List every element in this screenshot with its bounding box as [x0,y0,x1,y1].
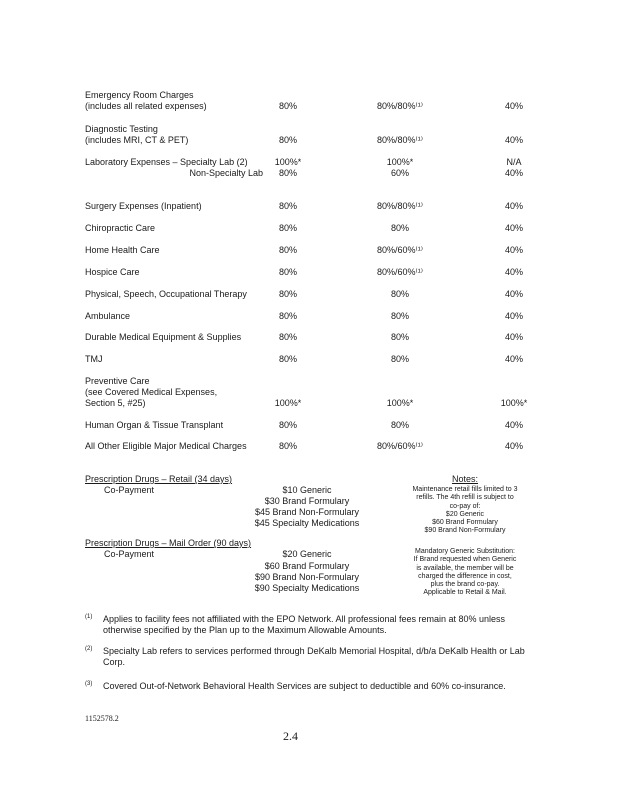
row-label: Home Health Care [85,245,160,255]
col1-value: 80% [278,354,298,364]
rx-retail-line: $30 Brand Formulary [264,496,350,506]
rx-retail-copay-label: Co-Payment [104,485,155,495]
col3-value: 40% [504,420,524,430]
page-number: 2.4 [283,729,298,743]
col2-value: 80%/60%⁽¹⁾ [377,267,423,277]
col2-value-b: 60% [390,168,410,178]
row-label: Surgery Expenses (Inpatient) [85,201,202,211]
col3-value: 40% [504,289,524,299]
note-line: $60 Brand Formulary [432,519,498,527]
col2-value: 80% [390,420,410,430]
col2-value: 80%/60%⁽¹⁾ [377,245,423,255]
document-id: 1152578.2 [85,714,119,723]
col3-value: 40% [504,311,524,321]
col3-value: 40% [504,201,524,211]
col2-value: 100%* [386,398,414,408]
col1-value: 80% [278,245,298,255]
col3-value-a: N/A [506,157,522,167]
note-line: co-pay of: [449,502,481,510]
col1-value-a: 100%* [274,157,302,167]
rx-mail-line: $90 Brand Non-Formulary [254,572,360,582]
rx-retail-line: $45 Brand Non-Formulary [254,507,360,517]
col2-value: 80%/60%⁽¹⁾ [377,441,423,451]
footnote-marker: (3) [85,681,93,687]
note-line: refills. The 4th refill is subject to [416,494,514,502]
notes-block-generic-substitution [395,548,535,598]
footnote-marker: (2) [85,646,93,652]
col3-value: 40% [504,223,524,233]
rx-retail-line: $45 Specialty Medications [254,518,360,528]
row-label: Laboratory Expenses – Specialty Lab (2) [85,157,248,167]
note-line: Maintenance retail fills limited to 3 [412,486,518,493]
footnote-text: Covered Out-of-Network Behavioral Health Services are subject to deductible and 60% co-insurance. [103,681,506,691]
rx-mail-line: $90 Specialty Medications [254,583,360,593]
col2-value: 80%/80%⁽¹⁾ [377,201,423,211]
row-label: Diagnostic Testing [85,124,158,134]
row-label: Hospice Care [85,267,140,277]
col1-value: 80% [278,441,298,451]
col1-value: 80% [278,101,298,111]
row-label: Chiropractic Care [85,223,156,233]
row-label: Emergency Room Charges [85,90,194,100]
rx-retail-title: Prescription Drugs – Retail (34 days) [85,474,233,484]
col3-value: 40% [504,245,524,255]
col3-value-b: 40% [504,168,524,178]
footnote-marker: (1) [85,614,93,620]
note-line: Applicable to Retail & Mail. [423,589,507,597]
col3-value: 100%* [500,398,528,408]
row-label: Human Organ & Tissue Transplant [85,420,224,430]
col1-value: 80% [278,135,298,145]
col1-value: 80% [278,332,298,342]
row-label-sub: Non-Specialty Lab [189,168,263,178]
col1-value: 80% [278,267,298,277]
col1-value: 100%* [274,398,302,408]
row-label: All Other Eligible Major Medical Charges [85,441,247,451]
col3-value: 40% [504,332,524,342]
col2-value: 80%/80%⁽¹⁾ [377,135,423,145]
row-label: TMJ [85,354,103,364]
col2-value: 80% [390,354,410,364]
col1-value: 80% [278,311,298,321]
rx-mail-copay-label: Co-Payment [104,549,155,559]
row-label: Durable Medical Equipment & Supplies [85,332,242,342]
col2-value: 80% [390,289,410,299]
footnote-text: Specialty Lab refers to services performed through DeKalb Memorial Hospital, d/b/a DeKalb Health or Lab Corp. [103,646,525,667]
note-line: charged the difference in cost, [418,572,512,580]
note-line: Mandatory Generic Substitution: [415,548,515,555]
row-label: Ambulance [85,311,131,321]
row-label-sub: (see Covered Medical Expenses, [85,387,218,397]
col1-value-b: 80% [278,168,298,178]
row-label: Preventive Care [85,376,150,386]
col3-value: 40% [504,101,524,111]
rx-retail-line: $10 Generic [282,485,332,495]
note-line: $90 Brand Non-Formulary [424,527,506,535]
note-line: plus the brand co-pay. [430,581,500,589]
notes-title: Notes: [451,474,479,484]
row-label-sub: (includes MRI, CT & PET) [85,135,189,145]
col2-value: 80%/80%⁽¹⁾ [377,101,423,111]
rx-mail-line: $20 Generic [282,549,332,559]
col3-value: 40% [504,267,524,277]
note-line: is available, the member will be [416,564,514,572]
col2-value: 80% [390,311,410,321]
note-line: If Brand requested when Generic [413,556,517,564]
col1-value: 80% [278,420,298,430]
col2-value-a: 100%* [386,157,414,167]
row-label-sub2: Section 5, #25) [85,398,146,408]
rx-mail-line: $60 Brand Formulary [264,561,350,571]
rx-mail-title: Prescription Drugs – Mail Order (90 days) [85,538,252,548]
col3-value: 40% [504,135,524,145]
col1-value: 80% [278,201,298,211]
col3-value: 40% [504,441,524,451]
col3-value: 40% [504,354,524,364]
notes-block-maintenance [395,486,535,536]
row-label-sub: (includes all related expenses) [85,101,207,111]
col2-value: 80% [390,223,410,233]
col1-value: 80% [278,223,298,233]
note-line: $20 Generic [445,510,485,518]
col2-value: 80% [390,332,410,342]
footnote-text: Applies to facility fees not affiliated with the EPO Network. All professional fees remain at 80% unless otherwise specified by the Plan up to the Maximum Allowable Amounts. [103,614,506,635]
row-label: Physical, Speech, Occupational Therapy [85,289,247,299]
col1-value: 80% [278,289,298,299]
